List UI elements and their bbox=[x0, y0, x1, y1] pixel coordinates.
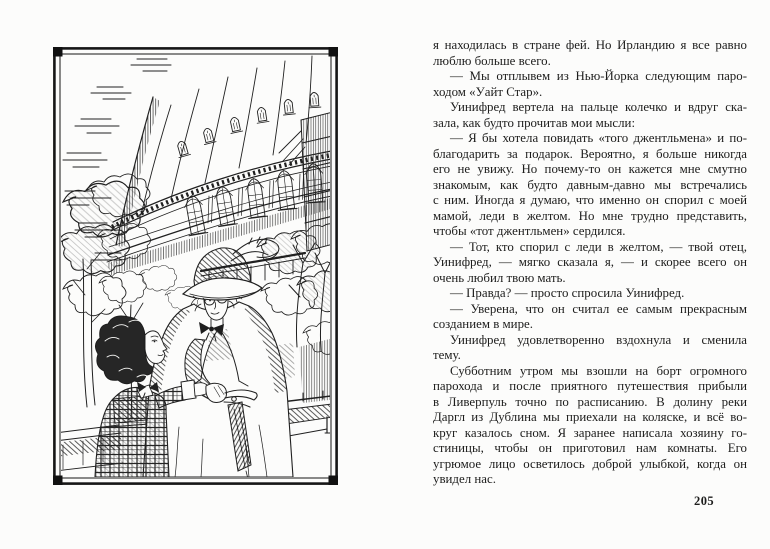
text-line: увидел нас. bbox=[433, 472, 496, 486]
text-line: я находилась в стране фей. Но Ирландию я все равно bbox=[433, 38, 747, 52]
text-line: — Я бы хотела повидать «того джентльмена» и по- bbox=[450, 131, 747, 145]
illustration-drawing bbox=[53, 47, 338, 485]
text-line: угрюмое лицо осветилось доброй улыбкой, когда он bbox=[433, 456, 747, 471]
text-line: Уинифред, — мягко сказала я, — и скорее всего он bbox=[433, 255, 747, 269]
text-line: созданием в мире. bbox=[433, 317, 533, 331]
text-column bbox=[433, 38, 747, 488]
text-line: благодарить за подарок. Вероятно, я больше никогда bbox=[433, 146, 747, 161]
text-line: люблю больше всего. bbox=[433, 53, 551, 68]
text-line: стиницы, чтобы он приготовил нам комнаты. Его bbox=[433, 441, 747, 455]
text-line: Уинифред удовлетворенно вздохнула и сменила bbox=[450, 332, 747, 347]
text-line: знакомым, как будто давным-давно мы встречались bbox=[433, 177, 747, 192]
illustration-plate bbox=[53, 47, 338, 485]
text-line: зала, как будто прочитав мои мысли: bbox=[433, 115, 636, 130]
text-line: очень любил твою мать. bbox=[433, 270, 566, 285]
text-line: в Ливерпуль точно по расписанию. В долину реки bbox=[433, 394, 747, 409]
text-line: Даргл из Дублина мы приехали на коляске, и всё во- bbox=[433, 410, 747, 424]
text-line: Субботним утром мы взошли на борт огромного bbox=[450, 363, 747, 378]
page-number: 205 bbox=[694, 494, 714, 508]
text-line: — Уверена, что он считал ее самым прекрасным bbox=[450, 301, 747, 316]
text-line: ходом «Уайт Стар». bbox=[433, 84, 543, 99]
text-line: чтобы «тот джентльмен» сердился. bbox=[433, 224, 626, 238]
text-line: мамой, леди в желтом. Но мне трудно представить, bbox=[433, 208, 747, 223]
text-line: круг казалось сном. Я заранее написала хозяину го- bbox=[433, 425, 747, 440]
text-line: — Тот, кто спорил с леди в желтом, — твой отец, bbox=[450, 239, 747, 254]
text-line: Уинифред вертела на пальце колечко и вдруг ска- bbox=[450, 100, 747, 114]
text-line: парохода и после приятного путешествия прибыли bbox=[433, 379, 747, 393]
text-line: тему. bbox=[433, 348, 461, 362]
text-line: его не увижу. Но почему-то он кажется мне смутно bbox=[433, 162, 747, 176]
text-line: — Правда? — просто спросила Уинифред. bbox=[450, 286, 685, 300]
text-line: с ним. Иногда я думаю, что именно он спорил с моей bbox=[433, 193, 747, 207]
text-line: — Мы отплывем из Нью-Йорка следующим паро- bbox=[450, 69, 747, 83]
